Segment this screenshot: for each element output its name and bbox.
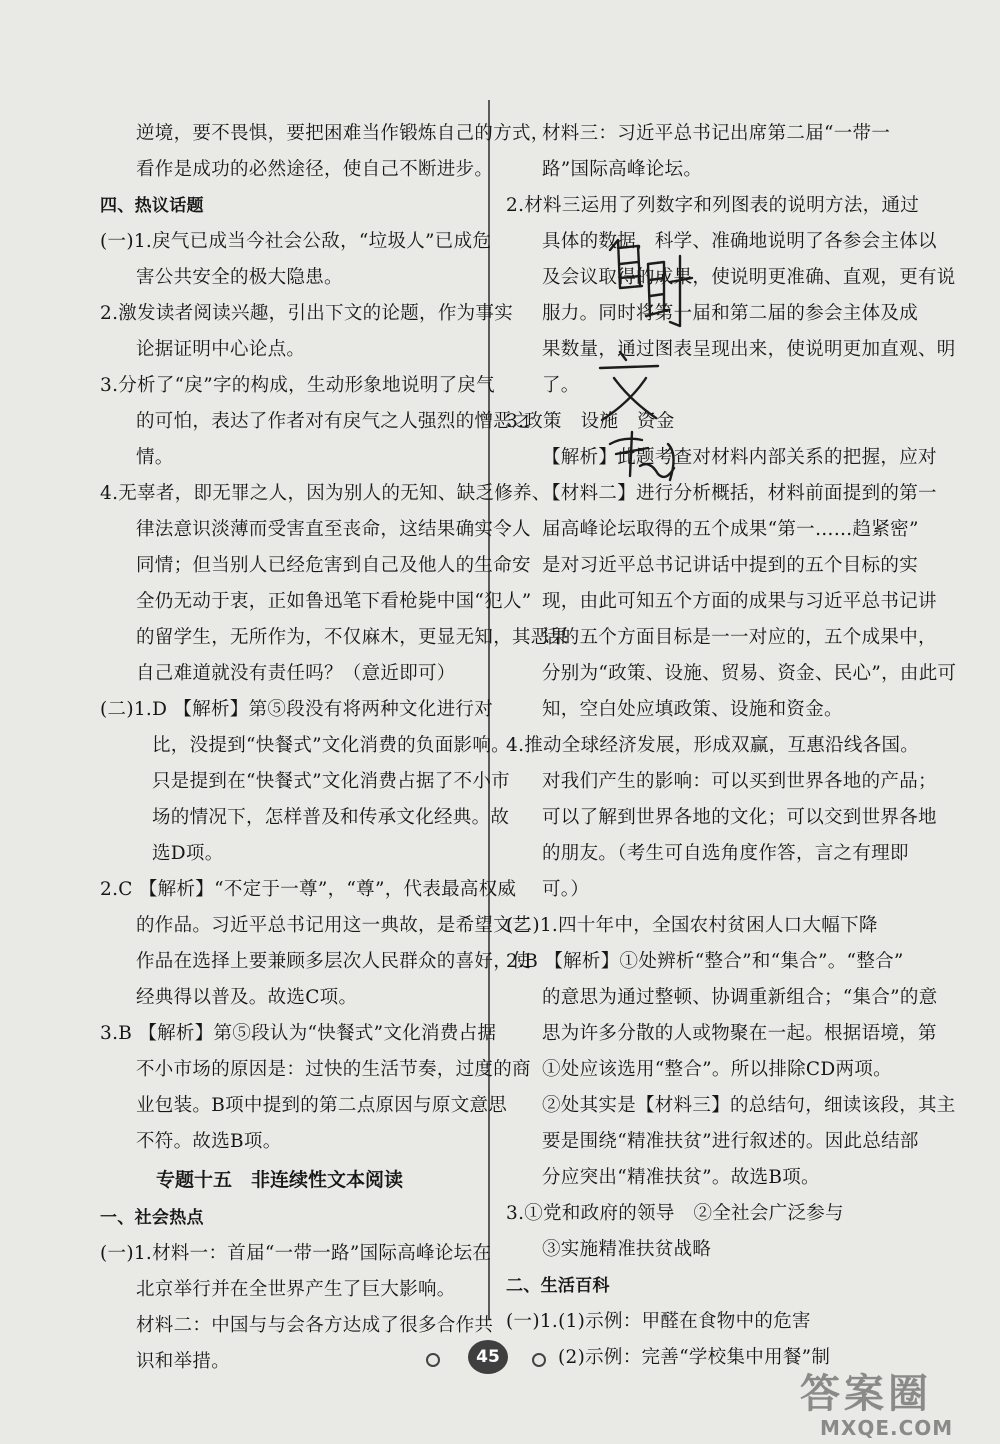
text-line: 要是围绕“精准扶贫”进行叙述的。因此总结部 xyxy=(542,1131,919,1152)
text-line: 话的五个方面目标是一一对应的，五个成果中， xyxy=(542,627,937,648)
section-heading: 一、社会热点 xyxy=(100,1208,204,1228)
text-line: (二)1.D 【解析】第⑤段没有将两种文化进行对 xyxy=(100,699,494,720)
text-line: 只是提到在“快餐式”文化消费占据了不小市 xyxy=(152,771,510,792)
text-line: 思为许多分散的人或物聚在一起。根据语境，第 xyxy=(542,1023,937,1044)
text-line: 分应突出“精准扶贫”。故选B项。 xyxy=(542,1167,820,1188)
text-line: 作品在选择上要兼顾多层次人民群众的喜好，使 xyxy=(136,951,531,972)
text-line: 【解析】此题考查对材料内部关系的把握，应对 xyxy=(542,447,937,468)
text-line: 2.C 【解析】“不定于一尊”，“尊”，代表最高权威 xyxy=(100,879,517,900)
text-line: 3.政策 设施 资金 xyxy=(506,411,675,432)
text-line: 3.分析了“戾”字的构成，生动形象地说明了戾气 xyxy=(100,375,495,396)
text-line: 对我们产生的影响：可以买到世界各地的产品； xyxy=(542,771,937,792)
text-line: 北京举行并在全世界产生了巨大影响。 xyxy=(136,1279,456,1300)
section-heading: 二、生活百科 xyxy=(506,1276,610,1296)
footer-dot-right xyxy=(532,1353,546,1367)
text-line: ③实施精准扶贫战略 xyxy=(542,1239,712,1260)
text-line: 逆境，要不畏惧，要把困难当作锻炼自己的方式， xyxy=(136,123,550,144)
text-line: 2.B 【解析】①处辨析“整合”和“集合”。“整合” xyxy=(506,951,904,972)
text-line: 4.推动全球经济发展，形成双赢，互惠沿线各国。 xyxy=(506,735,920,756)
text-line: 具体的数据，科学、准确地说明了各参会主体以 xyxy=(542,231,937,252)
footer-dot-left xyxy=(426,1353,440,1367)
text-line: 比，没提到“快餐式”文化消费的负面影响。 xyxy=(152,735,510,756)
text-line: 届高峰论坛取得的五个成果“第一……趋紧密” xyxy=(542,519,919,540)
text-line: 论据证明中心论点。 xyxy=(136,339,306,360)
text-line: 的作品。习近平总书记用这一典故，是希望文艺 xyxy=(136,915,531,936)
text-line: 同情；但当别人已经危害到自己及他人的生命安 xyxy=(136,555,531,576)
text-line: (一)1.材料一：首届“一带一路”国际高峰论坛在 xyxy=(100,1243,492,1264)
text-line: 材料二：中国与与会各方达成了很多合作共 xyxy=(136,1315,494,1336)
text-line: 分别为“政策、设施、贸易、资金、民心”，由此可 xyxy=(542,663,957,684)
text-line: 是对习近平总书记讲话中提到的五个目标的实 xyxy=(542,555,919,576)
text-line: 了。 xyxy=(542,375,580,396)
text-line: 的意思为通过整顿、协调重新组合；“集合”的意 xyxy=(542,987,938,1008)
text-line: 情。 xyxy=(136,447,174,468)
text-line: 果数量，通过图表呈现出来，使说明更加直观、明 xyxy=(542,339,956,360)
text-line: 全仍无动于衷，正如鲁迅笔下看枪毙中国“犯人” xyxy=(136,591,532,612)
handwritten-annotation xyxy=(580,230,710,490)
text-line: 及会议取得的成果，使说明更准确、直观，更有说 xyxy=(542,267,956,288)
text-line: 可。） xyxy=(542,879,590,900)
text-line: (2)示例：完善“学校集中用餐”制 xyxy=(558,1347,831,1368)
page-number: 45 xyxy=(468,1340,508,1374)
text-line: 的朋友。（考生可自选角度作答，言之有理即 xyxy=(542,843,909,864)
text-line: ①处应该选用“整合”。所以排除CD两项。 xyxy=(542,1059,892,1080)
text-line: 服力。同时将第一届和第二届的参会主体及成 xyxy=(542,303,919,324)
site-watermark xyxy=(800,1372,1000,1444)
text-line: 选D项。 xyxy=(152,843,224,864)
text-line: 可以了解到世界各地的文化；可以交到世界各地 xyxy=(542,807,937,828)
text-line: 场的情况下，怎样普及和传承文化经典。故 xyxy=(152,807,510,828)
text-line: 识和举措。 xyxy=(136,1351,231,1372)
page-footer xyxy=(420,1338,580,1378)
text-line: 律法意识淡薄而受害直至丧命，这结果确实令人 xyxy=(136,519,531,540)
text-line: 自己难道就没有责任吗？（意近即可） xyxy=(136,663,456,684)
text-line: 3.①党和政府的领导 ②全社会广泛参与 xyxy=(506,1203,844,1224)
text-line: 的可怕，表达了作者对有戾气之人强烈的憎恶之 xyxy=(136,411,531,432)
text-line: ②处其实是【材料三】的总结句，细读该段，其主 xyxy=(542,1095,956,1116)
text-line: 4.无辜者，即无罪之人，因为别人的无知、缺乏修养、 xyxy=(100,483,551,504)
section-title: 专题十五 非连续性文本阅读 xyxy=(156,1169,404,1191)
watermark-text: 答案圈 xyxy=(800,1371,932,1417)
text-line: 3.B 【解析】第⑤段认为“快餐式”文化消费占据 xyxy=(100,1023,497,1044)
text-line: 2.激发读者阅读兴趣，引出下文的论题，作为事实 xyxy=(100,303,514,324)
text-line: (一)1.戾气已成当今社会公敌，“垃圾人”已成危 xyxy=(100,231,492,252)
text-line: 害公共安全的极大隐患。 xyxy=(136,267,343,288)
text-line: 【材料二】进行分析概括，材料前面提到的第一 xyxy=(542,483,937,504)
text-line: 业包装。B项中提到的第二点原因与原文意思 xyxy=(136,1095,508,1116)
text-line: 看作是成功的必然途径，使自己不断进步。 xyxy=(136,159,494,180)
text-line: (二)1.四十年中，全国农村贫困人口大幅下降 xyxy=(506,915,878,936)
text-line: 的留学生，无所作为，不仅麻木，更显无知，其恶果 xyxy=(136,627,569,648)
text-line: 路”国际高峰论坛。 xyxy=(542,159,703,180)
text-line: 不符。故选B项。 xyxy=(136,1131,282,1152)
text-line: 不小市场的原因是：过快的生活节奏，过度的商 xyxy=(136,1059,531,1080)
text-line: (一)1.(1)示例：甲醛在食物中的危害 xyxy=(506,1311,811,1332)
text-line: 经典得以普及。故选C项。 xyxy=(136,987,358,1008)
watermark-url: MXQE.COM xyxy=(820,1416,954,1440)
text-line: 现，由此可知五个方面的成果与习近平总书记讲 xyxy=(542,591,937,612)
text-line: 2.材料三运用了列数字和列图表的说明方法，通过 xyxy=(506,195,920,216)
section-heading: 四、热议话题 xyxy=(100,196,204,216)
text-line: 知，空白处应填政策、设施和资金。 xyxy=(542,699,843,720)
text-line: 材料三：习近平总书记出席第二届“一带一 xyxy=(542,123,891,144)
